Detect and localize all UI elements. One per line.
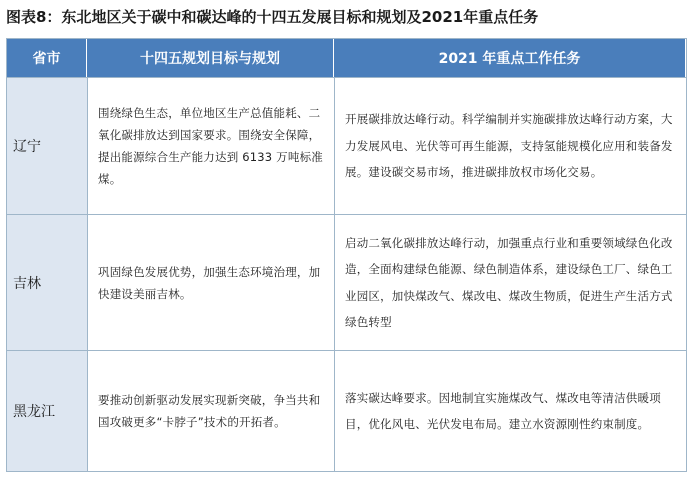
tasks-text: 启动二氧化碳排放达峰行动，加强重点行业和重要领域绿色化改造，全面构建绿色能源、绿色制造体系，建设绿色工厂、绿色工业园区，加快煤改气、煤改电、煤改生物质，促进生产生活方式绿色转型 [345, 235, 673, 329]
tasks-heilongjiang [334, 350, 686, 471]
targets-table [6, 38, 687, 472]
header-tasks: 2021 年重点工作任务 [334, 39, 686, 77]
figure-title: 图表8：东北地区关于碳中和碳达峰的十四五发展目标和规划及2021年重点任务 [6, 8, 539, 26]
tasks-jilin [334, 214, 686, 350]
plan-text: 巩固绿色发展优势，加强生态环境治理，加快建设美丽吉林。 [98, 264, 321, 301]
tasks-text: 落实碳达峰要求。因地制宜实施煤改气、煤改电等清洁供暖项目，优化风电、光伏发电布局。建立水资源刚性约束制度。 [345, 390, 661, 431]
plan-text: 围绕绿色生态，单位地区生产总值能耗、二氧化碳排放达到国家要求。围绕安全保障，提出能源综合生产能力达到 6133 万吨标准煤。 [98, 106, 323, 186]
header-plan: 十四五规划目标与规划 [87, 39, 334, 77]
header-province: 省市 [7, 39, 87, 77]
plan-text: 要推动创新驱动发展实现新突破，争当共和国攻破更多“卡脖子”技术的开拓者。 [98, 393, 321, 429]
tasks-text: 开展碳排放达峰行动。科学编制并实施碳排放达峰行动方案，大力发展风电、光伏等可再生能源，支持氢能规模化应用和装备发展。建设碳交易市场，推进碳排放权市场化交易。 [345, 112, 673, 180]
plan-liaoning [87, 77, 334, 214]
plan-jilin [87, 214, 334, 350]
province-jilin: 吉林 [7, 214, 87, 350]
plan-heilongjiang [87, 350, 334, 471]
tasks-liaoning [334, 77, 686, 214]
province-heilongjiang: 黑龙江 [7, 350, 87, 471]
province-liaoning: 辽宁 [7, 77, 87, 214]
